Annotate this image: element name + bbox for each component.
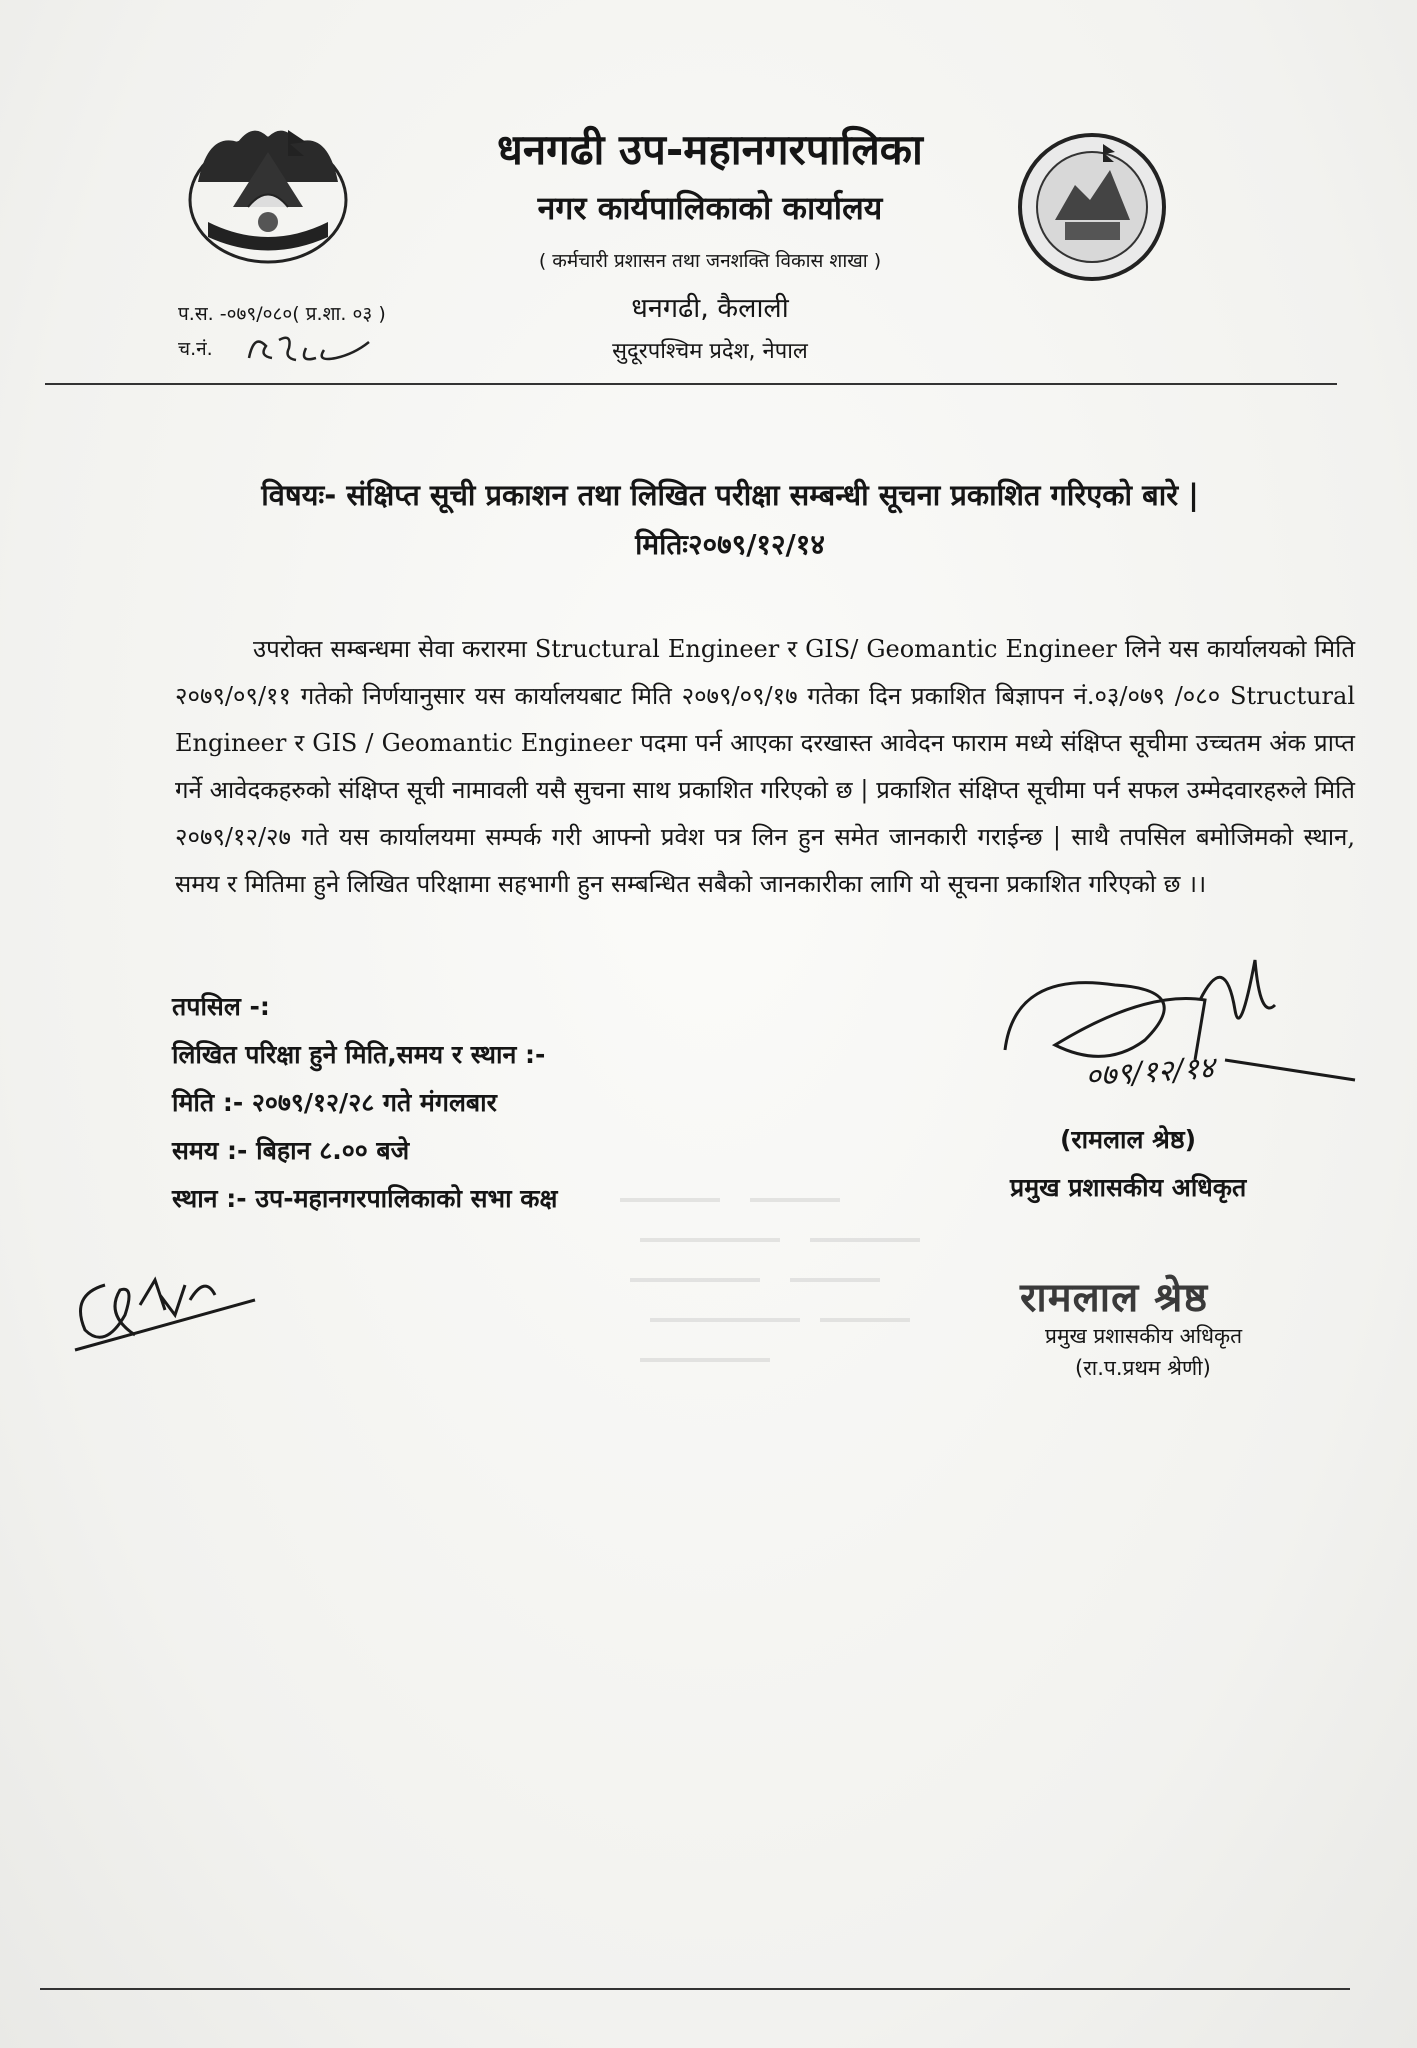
section-name: ( कर्मचारी प्रशासन तथा जनशक्ति विकास शाखा ) bbox=[538, 250, 882, 272]
exam-info-line: लिखित परिक्षा हुने मिति,समय र स्थान :- bbox=[172, 1040, 546, 1069]
notice-subject: विषयः- संक्षिप्त सूची प्रकाशन तथा लिखित परीक्षा सम्बन्धी सूचना प्रकाशित गरिएको बारे | bbox=[261, 478, 1199, 512]
stamp-grade: (रा.प.प्रथम श्रेणी) bbox=[1075, 1356, 1211, 1380]
initials-signature bbox=[65, 1255, 265, 1365]
stamp-name: रामलाल श्रेष्ठ bbox=[1020, 1275, 1209, 1321]
header-divider bbox=[45, 383, 1337, 385]
bleed-through-marks bbox=[580, 1180, 1000, 1400]
nepal-emblem-icon bbox=[178, 112, 358, 272]
footer-divider bbox=[40, 1988, 1350, 1990]
office-name: नगर कार्यपालिकाको कार्यालय bbox=[537, 189, 883, 227]
office-location: धनगढी, कैलाली bbox=[631, 293, 789, 324]
signatory-name: (रामलाल श्रेष्ठ) bbox=[1060, 1125, 1197, 1154]
exam-date-line: मिति :- २०७९/१२/२८ गते मंगलबार bbox=[172, 1088, 497, 1117]
dispatch-number-label: च.नं. bbox=[178, 338, 213, 360]
stamp-title: प्रमुख प्रशासकीय अधिकृत bbox=[1045, 1324, 1243, 1348]
handwritten-dispatch-number bbox=[244, 328, 374, 368]
province-name: सुदूरपश्चिम प्रदेश, नेपाल bbox=[612, 339, 808, 364]
officer-signature bbox=[995, 930, 1365, 1140]
signatory-title: प्रमुख प्रशासकीय अधिकृत bbox=[1010, 1173, 1247, 1202]
exam-details bbox=[172, 983, 557, 1223]
signature-date: ०७९/१२/१४ bbox=[1084, 1050, 1216, 1095]
municipality-title: धनगढी उप-महानगरपालिका bbox=[497, 125, 923, 174]
notice-body: उपरोक्त सम्बन्धमा सेवा करारमा Structural Engineer र GIS/ Geomantic Engineer लिने यस कार्यालयको मिति २०७९/०९/११ गतेको निर्णयानुसार यस कार्यालयबाट मिति २०७९/०९/१७ गतेका दिन प्रकाशित बिज्ञापन नं.०३/०७९ /०८० Structural Engineer र GIS / Geomantic Engineer पदमा पर्न आएका दरखास्त आवेदन फाराम मध्ये संक्षिप्त सूचीमा उच्चतम अंक प्राप्त गर्ने आवेदकहरुको संक्षिप्त सूची नामावली यसै सुचना साथ प्रकाशित गरिएको छ | प्रकाशित संक्षिप्त सूचीमा पर्न सफल उम्मेदवारहरुले मिति २०७९/१२/२७ गते यस कार्यालयमा सम्पर्क गरी आफ्नो प्रवेश पत्र लिन हुन समेत जानकारी गराईन्छ | साथै तपसिल बमोजिमको स्थान, समय र मितिमा हुने लिखित परिक्षामा सहभागी हुन सम्बन्धित सबैको जानकारीका लागि यो सूचना प्रकाशित गरिएको छ ।। bbox=[175, 635, 1355, 898]
details-heading: तपसिल -: bbox=[172, 992, 270, 1021]
letter-reference-number: प.स. -०७९/०८०( प्र.शा. ०३ ) bbox=[178, 303, 386, 325]
notice-date: मितिः२०७९/१२/१४ bbox=[635, 528, 825, 561]
exam-place-line: स्थान :- उप-महानगरपालिकाको सभा कक्ष bbox=[172, 1184, 558, 1213]
exam-time-line: समय :- बिहान ८.०० बजे bbox=[172, 1136, 410, 1165]
